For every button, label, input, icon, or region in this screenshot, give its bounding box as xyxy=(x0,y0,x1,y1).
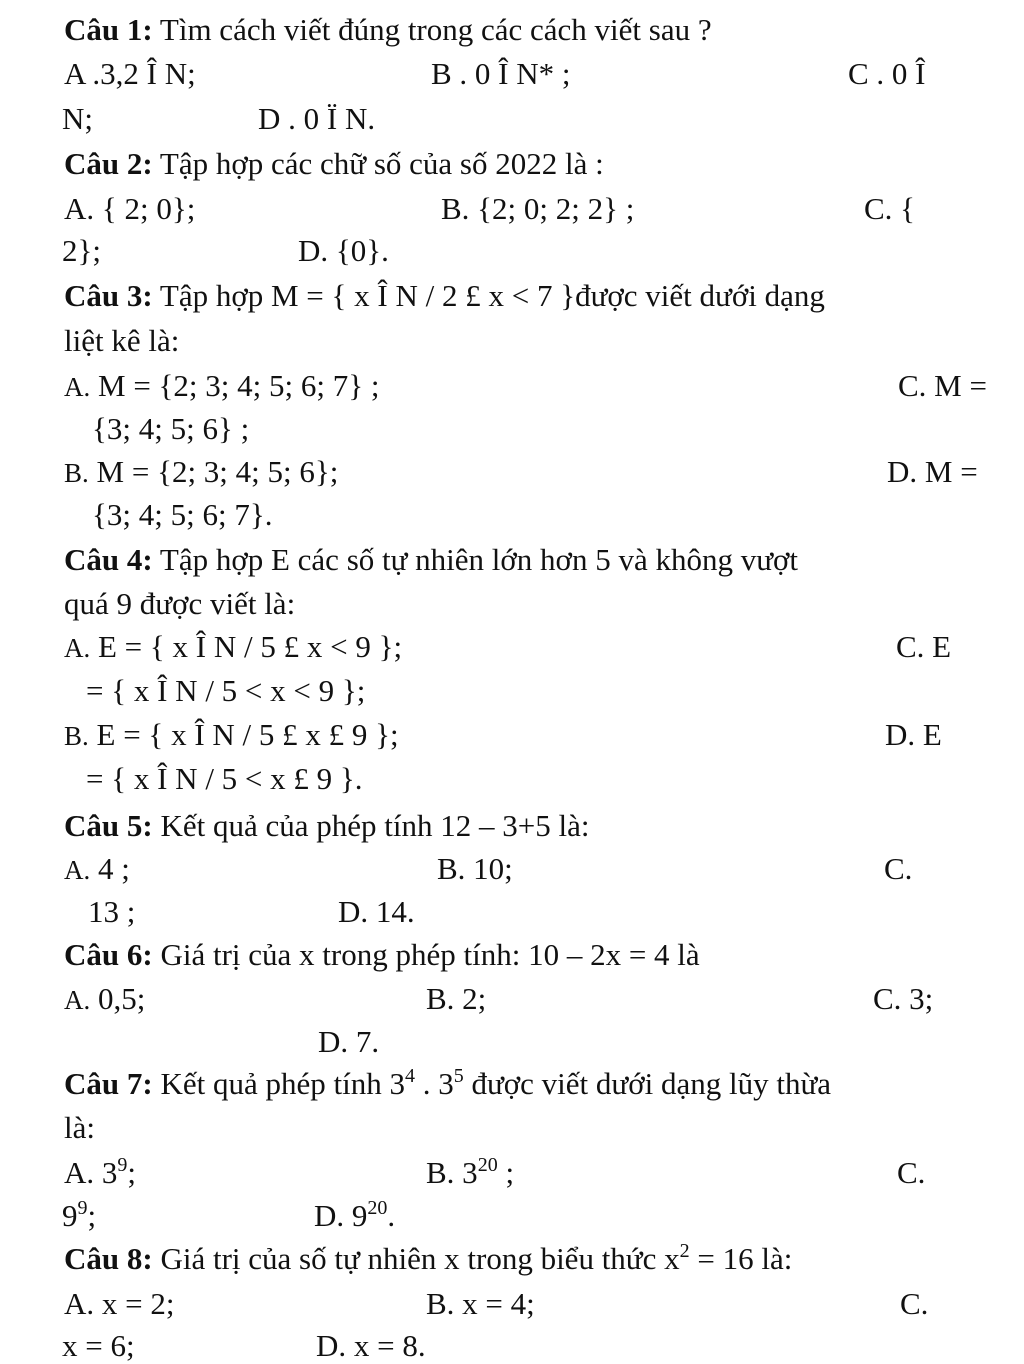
q2-option-d: D. {0}. xyxy=(298,233,389,268)
q5-option-b: B. 10; xyxy=(437,851,513,886)
q8-option-b: B. x = 4; xyxy=(426,1286,535,1321)
question-7-stem-cont: là: xyxy=(64,1110,95,1145)
q4-option-a: A. E = { x Î N / 5 £ x < 9 }; xyxy=(64,629,403,664)
q6-option-b: B. 2; xyxy=(426,981,487,1016)
q8-option-a: A. x = 2; xyxy=(64,1286,175,1321)
question-4-stem: Câu 4: Tập hợp E các số tự nhiên lớn hơn 5 và không vượt xyxy=(64,542,799,577)
q7-option-c: C. xyxy=(897,1155,926,1190)
q5-option-a: A. 4 ; xyxy=(64,851,130,886)
question-5-stem: Câu 5: Kết quả của phép tính 12 – 3+5 là: xyxy=(64,808,590,843)
q8-option-c: C. xyxy=(900,1286,929,1321)
q4-option-d-cont: = { x Î N / 5 < x £ 9 }. xyxy=(86,761,363,796)
q3-option-c-cont: {3; 4; 5; 6} ; xyxy=(92,411,250,446)
question-1-label: Câu 1: xyxy=(64,12,153,47)
q4-option-c: C. E xyxy=(896,629,952,664)
q2-option-c: C. { xyxy=(864,191,916,226)
q3-option-c: C. M = xyxy=(898,368,987,403)
question-3-label: Câu 3: xyxy=(64,278,153,313)
q1-option-a: A .3,2 Î N; xyxy=(64,56,196,91)
q2-option-b: B. {2; 0; 2; 2} ; xyxy=(441,191,635,226)
q2-option-a: A. { 2; 0}; xyxy=(64,191,196,226)
q8-option-c-cont: x = 6; xyxy=(62,1328,135,1363)
q2-option-c-cont: 2}; xyxy=(62,233,101,268)
question-7-label: Câu 7: xyxy=(64,1066,153,1101)
q1-option-c-cont: N; xyxy=(62,101,93,136)
q5-option-c: C. xyxy=(884,851,913,886)
question-2-label: Câu 2: xyxy=(64,146,153,181)
question-3-stem-cont: liệt kê là: xyxy=(64,323,180,358)
question-2-stem: Câu 2: Tập hợp các chữ số của số 2022 là : xyxy=(64,146,604,181)
q4-option-c-cont: = { x Î N / 5 < x < 9 }; xyxy=(86,673,366,708)
question-4-label: Câu 4: xyxy=(64,542,153,577)
q3-option-d: D. M = xyxy=(887,454,978,489)
q3-option-d-cont: {3; 4; 5; 6; 7}. xyxy=(92,497,273,532)
q1-option-b: B . 0 Î N* ; xyxy=(431,56,571,91)
q1-option-c: C . 0 Î xyxy=(848,56,926,91)
q7-option-d: D. $9^{20}$. xyxy=(314,1197,396,1233)
q7-option-c-cont: $9^9$; xyxy=(62,1197,97,1233)
q7-option-b: B. $3^{20}$ ; xyxy=(426,1154,515,1190)
q3-option-a: A. M = {2; 3; 4; 5; 6; 7} ; xyxy=(64,368,380,403)
q7-option-a: A. $3^9$; xyxy=(64,1154,137,1190)
question-6-label: Câu 6: xyxy=(64,937,153,972)
q3-option-b: B. M = {2; 3; 4; 5; 6}; xyxy=(64,454,339,489)
q5-option-c-cont: 13 ; xyxy=(88,894,136,929)
q5-option-d: D. 14. xyxy=(338,894,415,929)
q6-option-d: D. 7. xyxy=(318,1024,380,1059)
q6-option-a: A. 0,5; xyxy=(64,981,146,1016)
question-1-stem: Câu 1: Tìm cách viết đúng trong các cách viết sau ? xyxy=(64,12,712,47)
question-8-label: Câu 8: xyxy=(64,1241,153,1276)
q4-option-b: B. E = { x Î N / 5 £ x £ 9 }; xyxy=(64,717,399,752)
q6-option-c: C. 3; xyxy=(873,981,934,1016)
question-8-stem: Câu 8: Giá trị của số tự nhiên x trong biểu thức $x^2 = 16$ là: xyxy=(64,1240,793,1276)
q1-option-d: D . 0 Ï N. xyxy=(258,101,376,136)
q4-option-d: D. E xyxy=(885,717,942,752)
q8-option-d: D. x = 8. xyxy=(316,1328,426,1363)
question-4-stem-cont: quá 9 được viết là: xyxy=(64,586,296,621)
question-6-stem: Câu 6: Giá trị của x trong phép tính: 10 – 2x = 4 là xyxy=(64,937,700,972)
question-7-stem: Câu 7: Kết quả phép tính $3^4$ . $3^5$ được viết dưới dạng lũy thừa xyxy=(64,1065,832,1101)
question-5-label: Câu 5: xyxy=(64,808,153,843)
question-3-stem: Câu 3: Tập hợp M = { x Î N / 2 £ x < 7 }được viết dưới dạng xyxy=(64,278,825,313)
